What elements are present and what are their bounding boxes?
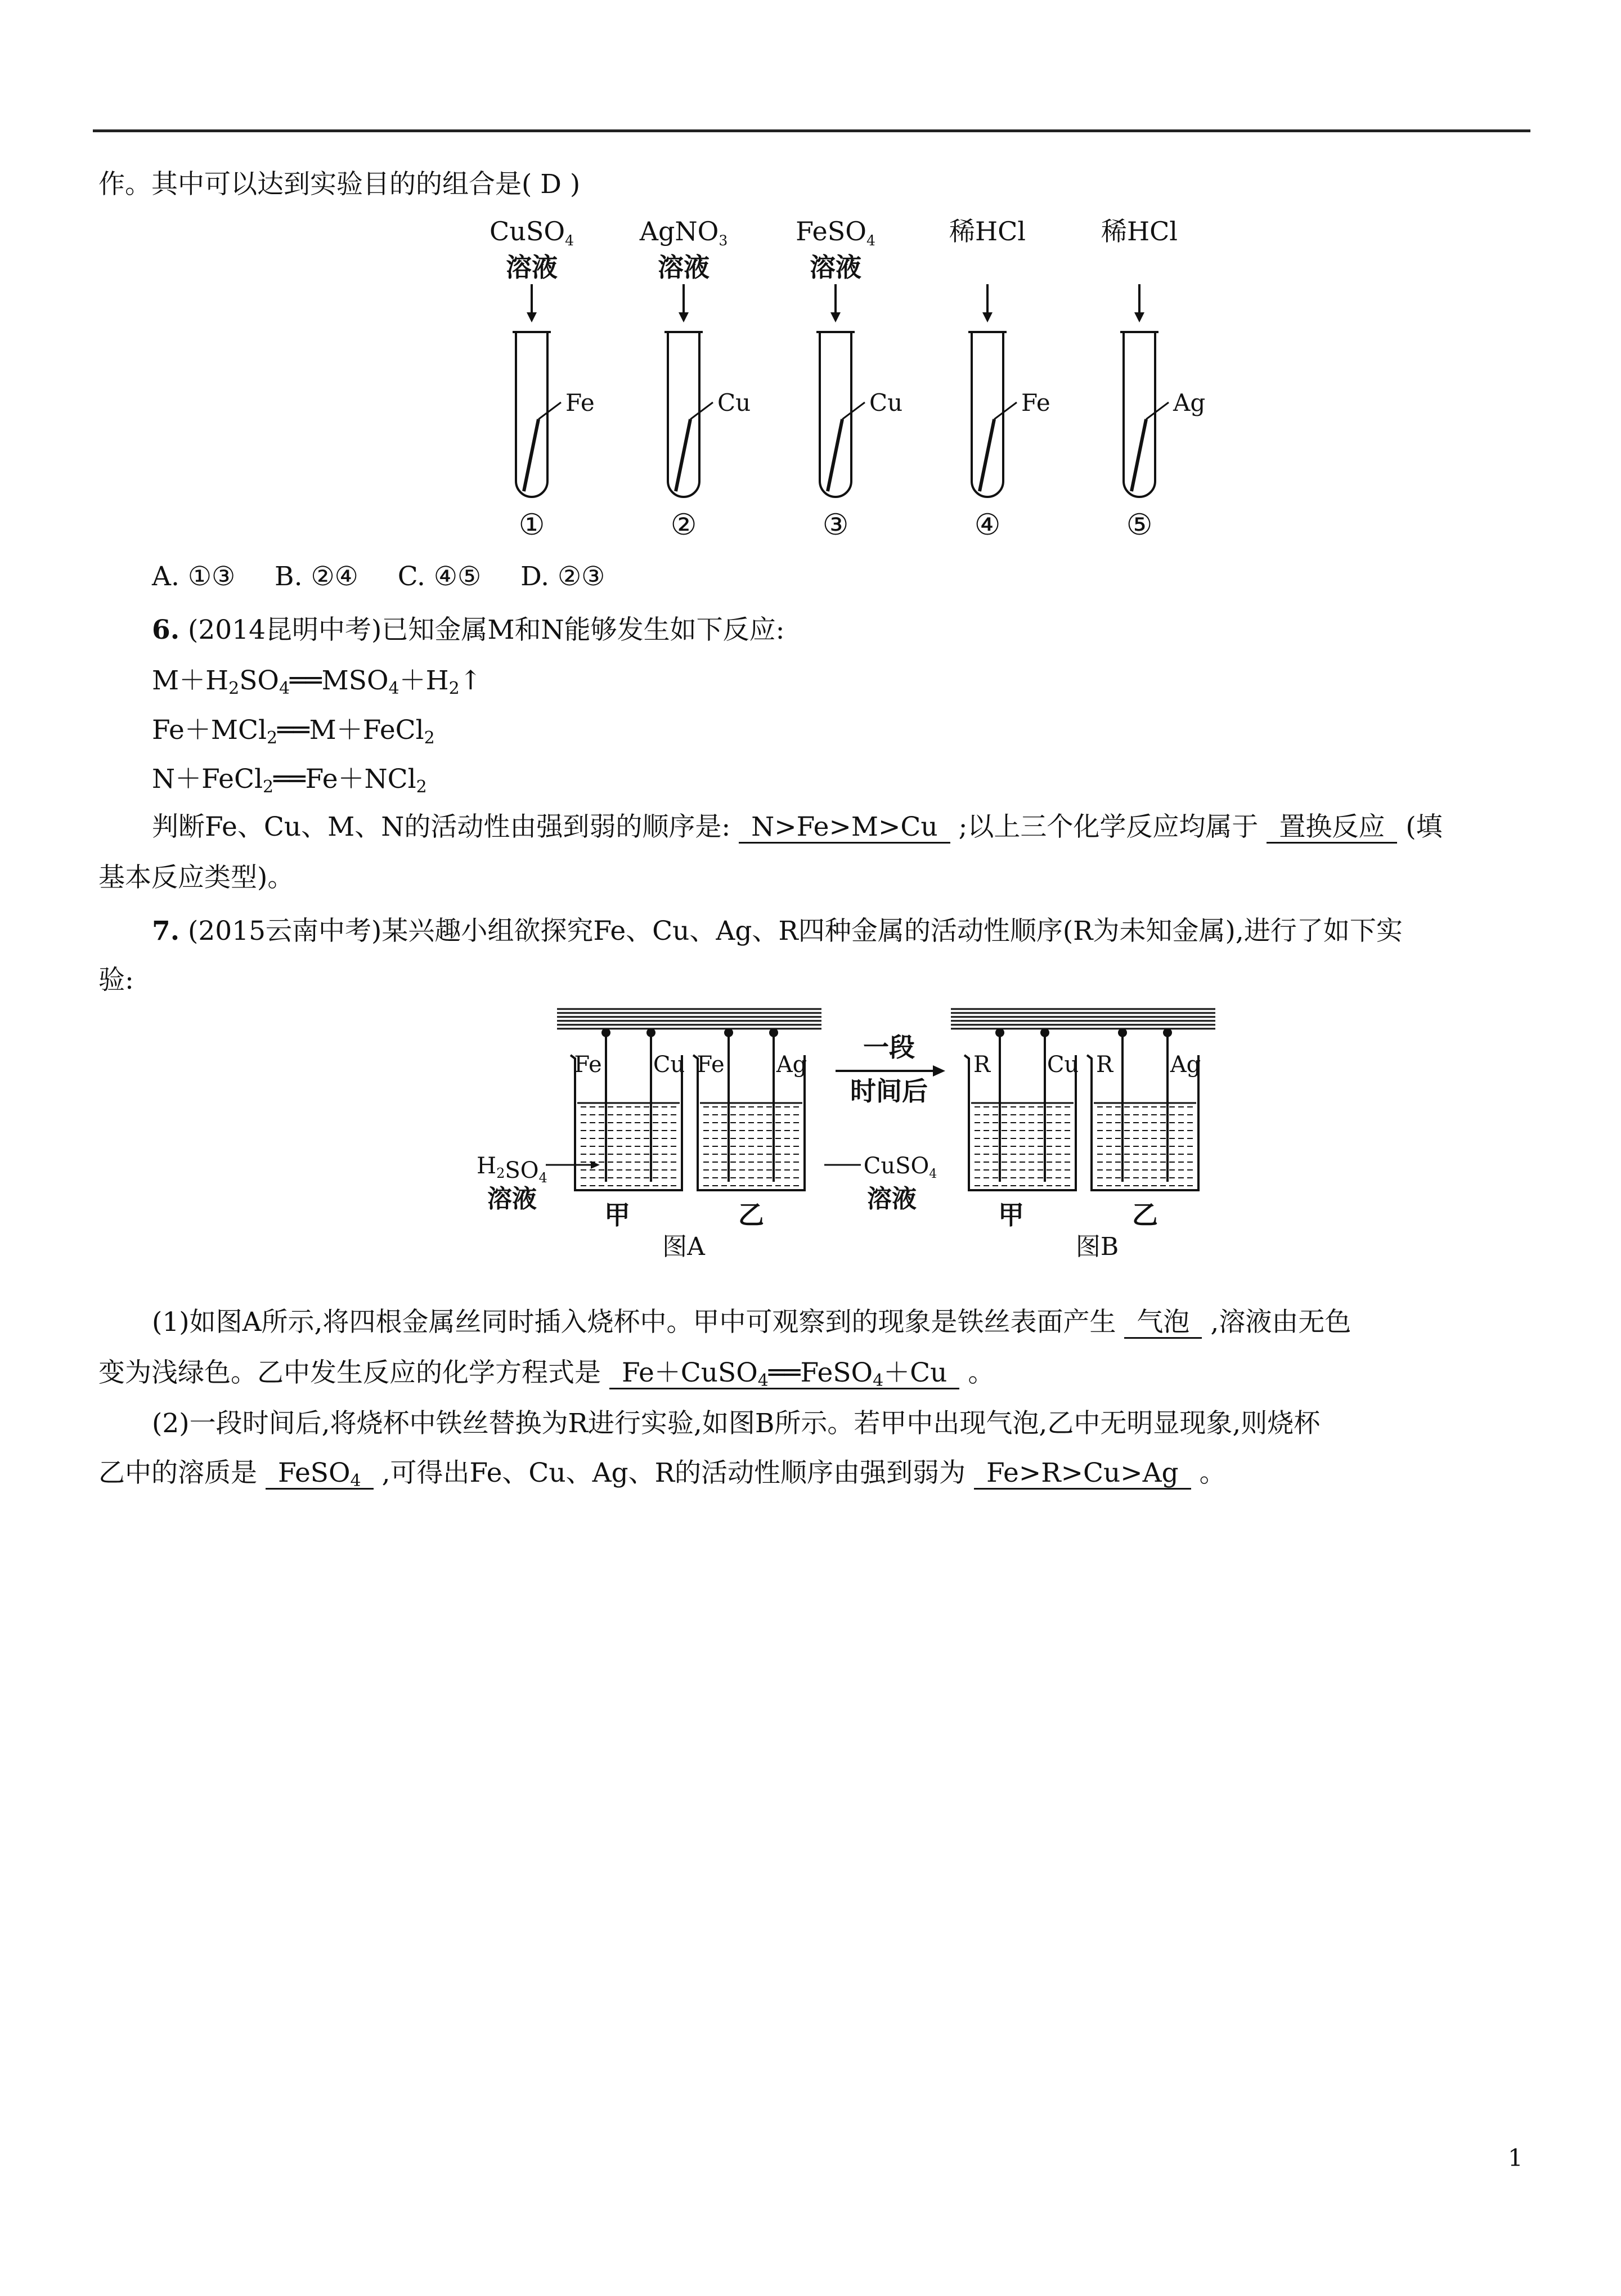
page-number: 1 <box>1508 2144 1523 2172</box>
tube-body <box>972 332 1003 497</box>
h2so4-solution-label: 溶液 <box>487 1185 537 1213</box>
option-b: B. ②④ <box>275 561 358 592</box>
beaker-label-jia: 甲 <box>604 1200 630 1230</box>
beaker-jia <box>964 1028 1079 1230</box>
metal-label: Fe <box>697 1052 725 1078</box>
arrowhead-icon <box>982 312 993 322</box>
h2so4-label: $H_2SO_4$ <box>477 1153 547 1186</box>
tube-number: ③ <box>822 508 849 542</box>
metal-label: Cu <box>1047 1052 1079 1078</box>
figure-b-caption: 图B <box>1075 1232 1119 1261</box>
beaker-yi <box>1087 1028 1201 1230</box>
arrowhead-icon <box>1134 312 1144 322</box>
beaker-label-jia: 甲 <box>998 1200 1024 1230</box>
test-tube-4 <box>949 216 1050 542</box>
reagent-label: FeSO4 <box>796 216 875 249</box>
wire-clip <box>995 1028 1004 1037</box>
figure-b <box>951 1009 1215 1261</box>
answer-blank-solute: FeSO$_4$ <box>266 1459 374 1490</box>
wire-clip <box>1163 1028 1172 1037</box>
answer-blank-activity-order: Fe>R>Cu>Ag <box>974 1459 1191 1490</box>
equation-3: N＋FeCl$_2$══Fe＋NCl$_2$ <box>152 764 427 797</box>
arrowhead-icon <box>527 312 537 322</box>
equation-2: Fe＋MCl$_2$══M＋FeCl$_2$ <box>152 715 435 748</box>
equation-1: $M+H_2SO_4══MSO_4+H_2↑$ <box>152 665 482 698</box>
wire-clip <box>1118 1028 1127 1037</box>
reagent-label: CuSO4 <box>490 216 574 249</box>
question-number: 7. <box>152 916 180 947</box>
beaker-label-yi: 乙 <box>738 1200 764 1230</box>
metal-label: Fe <box>574 1052 602 1078</box>
question-7-part-1-line-2: 变为浅绿色。乙中发生反应的化学方程式是 Fe＋CuSO$_4$══FeSO$_4$＋Cu 。 <box>98 1357 995 1391</box>
answer-blank-reaction-type: 置换反应 <box>1267 813 1397 844</box>
reagent-label: AgNO3 <box>639 216 728 249</box>
wire-clip <box>724 1028 733 1037</box>
test-tube-5 <box>1101 216 1205 542</box>
question-6-judge-line-2: 基本反应类型)。 <box>98 862 294 893</box>
tube-body <box>516 332 547 497</box>
beaker-jia <box>571 1028 685 1230</box>
test-tube-figure <box>484 216 1206 543</box>
tube-body <box>1124 332 1155 497</box>
cuso4-label: CuSO$_4$ <box>863 1153 937 1181</box>
metal-pointer <box>842 402 865 419</box>
wire-clip <box>601 1028 610 1037</box>
tube-number: ① <box>518 508 545 542</box>
question-7-part-1: (1)如图A所示,将四根金属丝同时插入烧杯中。甲中可观察到的现象是铁丝表面产生 气泡 ,溶液由无色 <box>152 1307 1351 1338</box>
metal-strip <box>676 419 690 491</box>
question-6-stem: 6. (2014昆明中考)已知金属M和N能够发生如下反应: <box>152 615 785 645</box>
metal-strip <box>524 419 538 491</box>
option-a: A. ①③ <box>152 561 236 592</box>
reagent-label: 稀HCl <box>949 216 1026 246</box>
question-number: 6. <box>152 615 180 645</box>
metal-label: Fe <box>565 389 595 416</box>
arrowhead-icon <box>830 312 841 322</box>
tube-number: ⑤ <box>1126 508 1153 542</box>
tube-body <box>820 332 851 497</box>
metal-label: Ag <box>1173 389 1206 416</box>
question-6-judge: 判断Fe、Cu、M、N的活动性由强到弱的顺序是: N>Fe>M>Cu ;以上三个化学反应均属于 置换反应 (填 <box>152 811 1443 842</box>
arrowhead-icon <box>679 312 689 322</box>
header-rule <box>93 129 1530 132</box>
metal-label: Cu <box>717 389 751 416</box>
question-7-part-2-line-2: 乙中的溶质是 FeSO$_4$ ,可得出Fe、Cu、Ag、R的活动性顺序由强到弱为 Fe>R>Cu>Ag 。 <box>98 1458 1226 1491</box>
tube-body <box>668 332 699 497</box>
cuso4-solution-label: 溶液 <box>867 1185 917 1213</box>
test-tube-2 <box>639 216 751 542</box>
metal-label: Ag <box>776 1052 807 1078</box>
test-tube-3 <box>796 216 902 542</box>
wire-clip <box>769 1028 778 1037</box>
option-d: D. ②③ <box>520 561 605 592</box>
arrowhead-icon <box>933 1065 945 1077</box>
answer-blank-equation: Fe＋CuSO$_4$══FeSO$_4$＋Cu <box>609 1358 959 1389</box>
metal-strip <box>980 419 994 491</box>
metal-strip <box>1131 419 1146 491</box>
reagent-solution-label: 溶液 <box>810 252 861 282</box>
reagent-solution-label: 溶液 <box>506 252 558 282</box>
beaker-yi <box>693 1028 807 1230</box>
metal-label: R <box>973 1052 991 1078</box>
question-7-stem: 7. (2015云南中考)某兴趣小组欲探究Fe、Cu、Ag、R四种金属的活动性顺序(R为未知金属),进行了如下实 <box>152 916 1403 947</box>
transition-arrow <box>836 1032 945 1106</box>
question-7-part-2: (2)一段时间后,将烧杯中铁丝替换为R进行实验,如图B所示。若甲中出现气泡,乙中无明显现象,则烧杯 <box>152 1408 1321 1439</box>
tube-number: ④ <box>974 508 1001 542</box>
metal-pointer <box>994 402 1017 419</box>
metal-label: Ag <box>1170 1052 1201 1078</box>
reagent-solution-label: 溶液 <box>658 252 710 282</box>
metal-pointer <box>538 402 561 419</box>
metal-pointer <box>1146 402 1169 419</box>
beaker-figure <box>473 1004 1227 1286</box>
arrow-label-2: 时间后 <box>850 1076 928 1106</box>
metal-strip <box>828 419 842 491</box>
metal-label: Cu <box>869 389 903 416</box>
reagent-label: 稀HCl <box>1101 216 1178 246</box>
answer-blank-order: N>Fe>M>Cu <box>739 813 950 844</box>
metal-pointer <box>690 402 713 419</box>
tube-number: ② <box>670 508 697 542</box>
question-5-options <box>152 560 605 594</box>
test-tube-1 <box>490 216 595 542</box>
question-7-stem-line-2: 验: <box>98 965 134 995</box>
wire-clip <box>646 1028 655 1037</box>
wire-clip <box>1040 1028 1049 1037</box>
arrow-label-1: 一段 <box>863 1032 915 1062</box>
metal-label: Fe <box>1021 389 1050 416</box>
option-c: C. ④⑤ <box>397 561 482 592</box>
answer-blank-phenomenon: 气泡 <box>1124 1308 1202 1339</box>
metal-label: R <box>1095 1052 1113 1078</box>
question-5-tail: 作。其中可以达到实验目的的组合是( D ) <box>98 169 581 200</box>
figure-a-caption: 图A <box>662 1232 705 1261</box>
metal-label: Cu <box>653 1052 685 1078</box>
beaker-label-yi: 乙 <box>1132 1200 1158 1230</box>
